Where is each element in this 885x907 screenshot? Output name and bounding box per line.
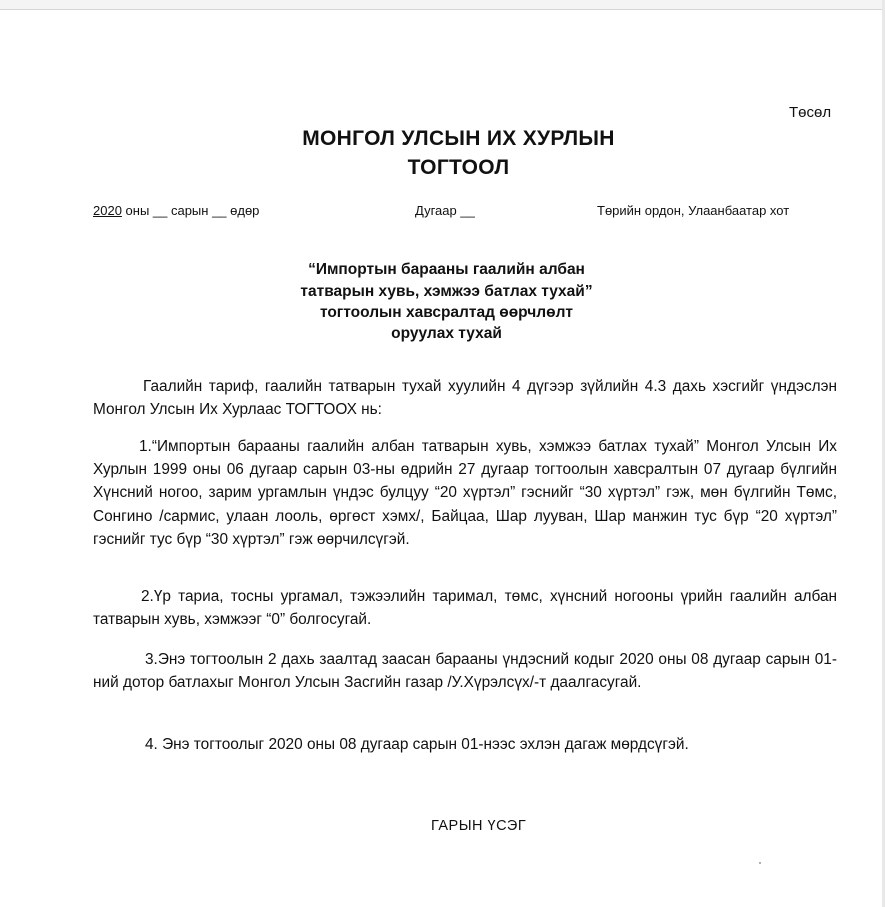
resolution-place: Төрийн ордон, Улаанбаатар хот [597,203,790,218]
clause-3: 3.Энэ тогтоолын 2 дахь заалтад заасан барааны үндэсний кодыг 2020 оны 08 дугаар сарын 01-ний дотор батлахыг Монгол Улсын Засгийн газар /У.Хүрэлсүх/-т даалгасугай. [93,651,837,692]
scan-top-edge [0,0,885,10]
subject-line: оруулах тухай [391,325,502,342]
signature-placeholder: ГАРЫН ҮСЭГ [431,818,527,834]
clause-2: 2.Үр тариа, тосны ургамал, тэжээлийн таримал, төмс, хүнсний ногооны үрийн гаалийн албан татварын хувь, хэмжээг “0” болгосугай. [93,588,837,629]
resolution-date [93,203,259,218]
resolution-year: 2020 [93,203,122,218]
document-type: ТОГТООЛ [407,156,510,179]
draft-label: Төсөл [789,104,832,121]
clause-1: 1.“Импортын барааны гаалийн албан татварын хувь, хэмжээ батлах тухай” Монгол Улсын Их Хурлын 1999 оны 06 дугаар сарын 03-ны өдрийн 27 дугаар тогтоолын хавсралтын 07 дугаар бүлгийн Хүнсний ногоо, зарим ургамлын үндэс булцуу “20 хүртэл” гэснийг “30 хүртэл” гэж, мөн бүлгийн Төмс, Сонгино /сармис, улаан лооль, өргөст хэмх/, Байцаа, Шар лууван, Шар манжин тус бүр “20 хүртэл” гэснийг тус бүр “30 хүртэл” гэж өөрчилсүгэй. [93,438,837,548]
resolution-number: Дугаар __ [415,203,475,218]
scan-speck [759,862,761,864]
subject-line: татварын хувь, хэмжээ батлах тухай” [300,283,593,300]
preamble-paragraph: Гаалийн тариф, гаалийн татварын тухай хуулийн 4 дүгээр зүйлийн 4.3 дахь хэсгийг үндэслэн Монгол Улсын Их Хурлаас ТОГТООХ нь: [93,378,837,419]
subject-line: тогтоолын хавсралтад өөрчлөлт [319,304,574,321]
clause-4: 4. Энэ тогтоолыг 2020 оны 08 дугаар сарын 01-нээс эхлэн дагаж мөрдсүгэй. [145,736,689,753]
subject-line: “Импортын барааны гаалийн албан [308,261,585,278]
resolution-date-blanks: оны __ сарын __ өдөр [121,203,260,218]
document-title: МОНГОЛ УЛСЫН ИХ ХУРЛЫН [302,127,615,150]
